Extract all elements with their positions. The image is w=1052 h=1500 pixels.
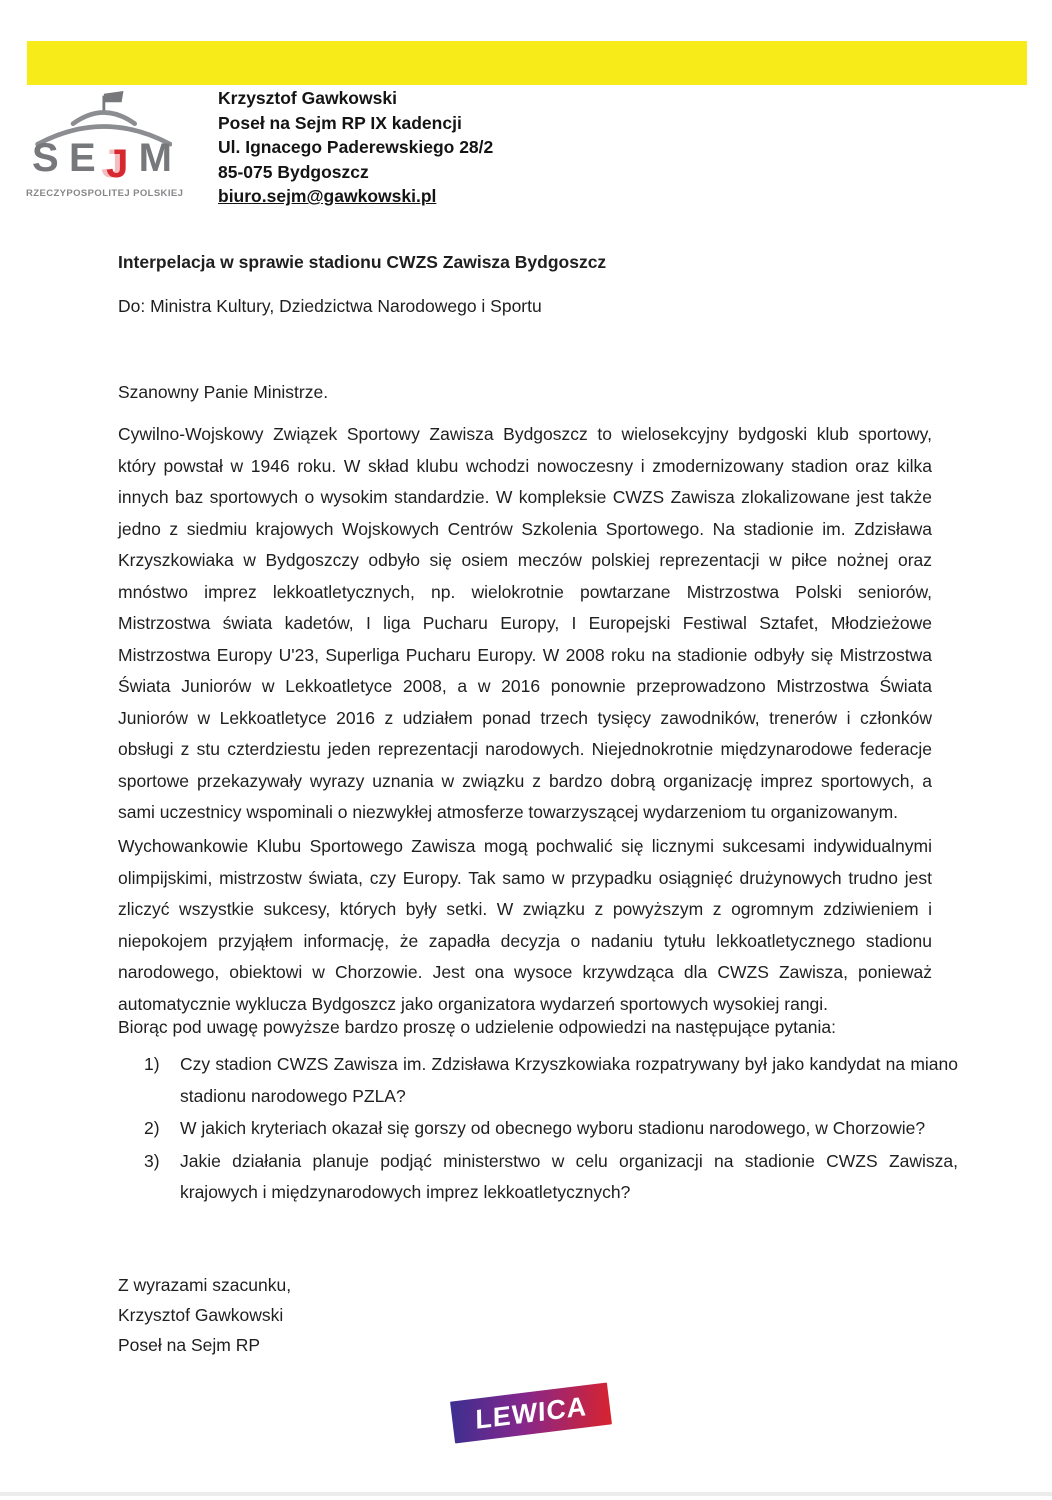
closing-signature-title: Poseł na Sejm RP <box>118 1335 261 1355</box>
sender-address-line2: 85-075 Bydgoszcz <box>218 161 369 182</box>
sender-name: Krzysztof Gawkowski <box>218 88 397 108</box>
closing-block <box>118 1270 291 1360</box>
questions-intro: Biorąc pod uwagę powyższe bardzo proszę o udzielenie odpowiedzi na następujące pytania: <box>118 1017 836 1037</box>
closing-salutation: Z wyrazami szacunku, <box>118 1275 292 1295</box>
letter-paragraph-2: Wychowankowie Klubu Sportowego Zawisza mogą pochwalić się licznymi sukcesami indywidualnymi olimpijskimi, mistrzostw świata, czy Europy. Tak samo w przypadku osiągnięć drużynowych trudno jest zliczyć wszystkie sukcesy, których były setki. W związku z powyższym z ogromnym zdziwieniem i niepokojem przyjąłem informację, że zapadła decyzja o nadaniu tytułu lekkoatletycznego stadionu narodowego, obiektowi w Chorzowie. Jest ona wysoce krzywdząca dla CWZS Zawisza, ponieważ automatycznie wyklucza Bydgoszcz jako organizatora wydarzeń sportowych wysokiej rangi. <box>118 836 932 1014</box>
sejm-logo-subtitle: RZECZYPOSPOLITEJ POLSKIEJ <box>26 188 184 199</box>
sender-block <box>218 86 493 209</box>
sejm-letter-red-j: J <box>106 142 129 186</box>
lewica-logo-label: LEWICA <box>474 1390 588 1435</box>
sejm-logo <box>26 88 184 199</box>
letter-salutation: Szanowny Panie Ministrze. <box>118 382 329 402</box>
bottom-divider <box>0 1492 1052 1496</box>
questions-list <box>118 1049 958 1210</box>
sejm-letter: E <box>69 136 96 180</box>
yellow-header-bar <box>27 41 1027 85</box>
question-item-2: W jakich kryteriach okazał się gorszy od obecnego wyboru stadionu narodowego, w Chorzowie? <box>180 1118 926 1138</box>
sejm-letter: M <box>138 136 172 180</box>
lewica-logo <box>450 1383 612 1444</box>
sender-title: Poseł na Sejm RP IX kadencji <box>218 112 462 133</box>
closing-signature-name: Krzysztof Gawkowski <box>118 1305 284 1325</box>
sejm-letter: S <box>32 136 59 180</box>
sender-address-line1: Ul. Ignacego Paderewskiego 28/2 <box>218 137 494 157</box>
letter-recipient: Do: Ministra Kultury, Dziedzictwa Narodowego i Sportu <box>118 296 542 316</box>
sender-email-link[interactable]: biuro.sejm@gawkowski.pl <box>218 186 437 206</box>
letter-paragraph-1: Cywilno-Wojskowy Związek Sportowy Zawisza Bydgoszcz to wielosekcyjny bydgoski klub sportowy, który powstał w 1946 roku. W skład klubu wchodzi nowoczesny i zmodernizowany stadion oraz kilka innych baz sportowych o wysokim standardzie. W kompleksie CWZS Zawisza zlokalizowane jest także jedno z siedmiu krajowych Wojskowych Centrów Szkolenia Sportowego. Na stadionie im. Zdzisława Krzyszkowiaka w Bydgoszczy odbyło się osiem meczów polskiej reprezentacji w piłce nożnej oraz mnóstwo imprez lekkoatletycznych, np. wielokrotnie powtarzane Mistrzostwa Polski seniorów, Mistrzostwa świata kadetów, I liga Pucharu Europy, I Europejski Festiwal Sztafet, Młodzieżowe Mistrzostwa Europy U'23, Superliga Pucharu Europy. W 2008 roku na stadionie odbyły się Mistrzostwa Świata Juniorów w Lekkoatletyce 2008, a w 2016 ponownie przeprowadzono Mistrzostwa Świata Juniorów w Lekkoatletyce 2016 z udziałem ponad trzech tysięcy zawodników, trenerów i członków obsługi z stu czterdziestu jeden reprezentacji narodowych. Niejednokrotnie międzynarodowe federacje sportowe przekazywały wyrazy uznania w związku z bardzo dobrą organizację imprez sportowych, a sami uczestnicy wspominali o niezwykłej atmosferze towarzyszącej wydarzeniom tu organizowanym. <box>118 424 932 822</box>
question-item-1: Czy stadion CWZS Zawisza im. Zdzisława Krzyszkowiaka rozpatrywany był jako kandydat na miano stadionu narodowego PZLA? <box>180 1054 958 1106</box>
sejm-logo-letters <box>26 136 178 186</box>
letter-subject: Interpelacja w sprawie stadionu CWZS Zawisza Bydgoszcz <box>118 252 607 272</box>
question-item-3: Jakie działania planuje podjąć ministerstwo w celu organizacji na stadionie CWZS Zawisza, krajowych i międzynarodowych imprez lekkoatletycznych? <box>180 1150 958 1202</box>
